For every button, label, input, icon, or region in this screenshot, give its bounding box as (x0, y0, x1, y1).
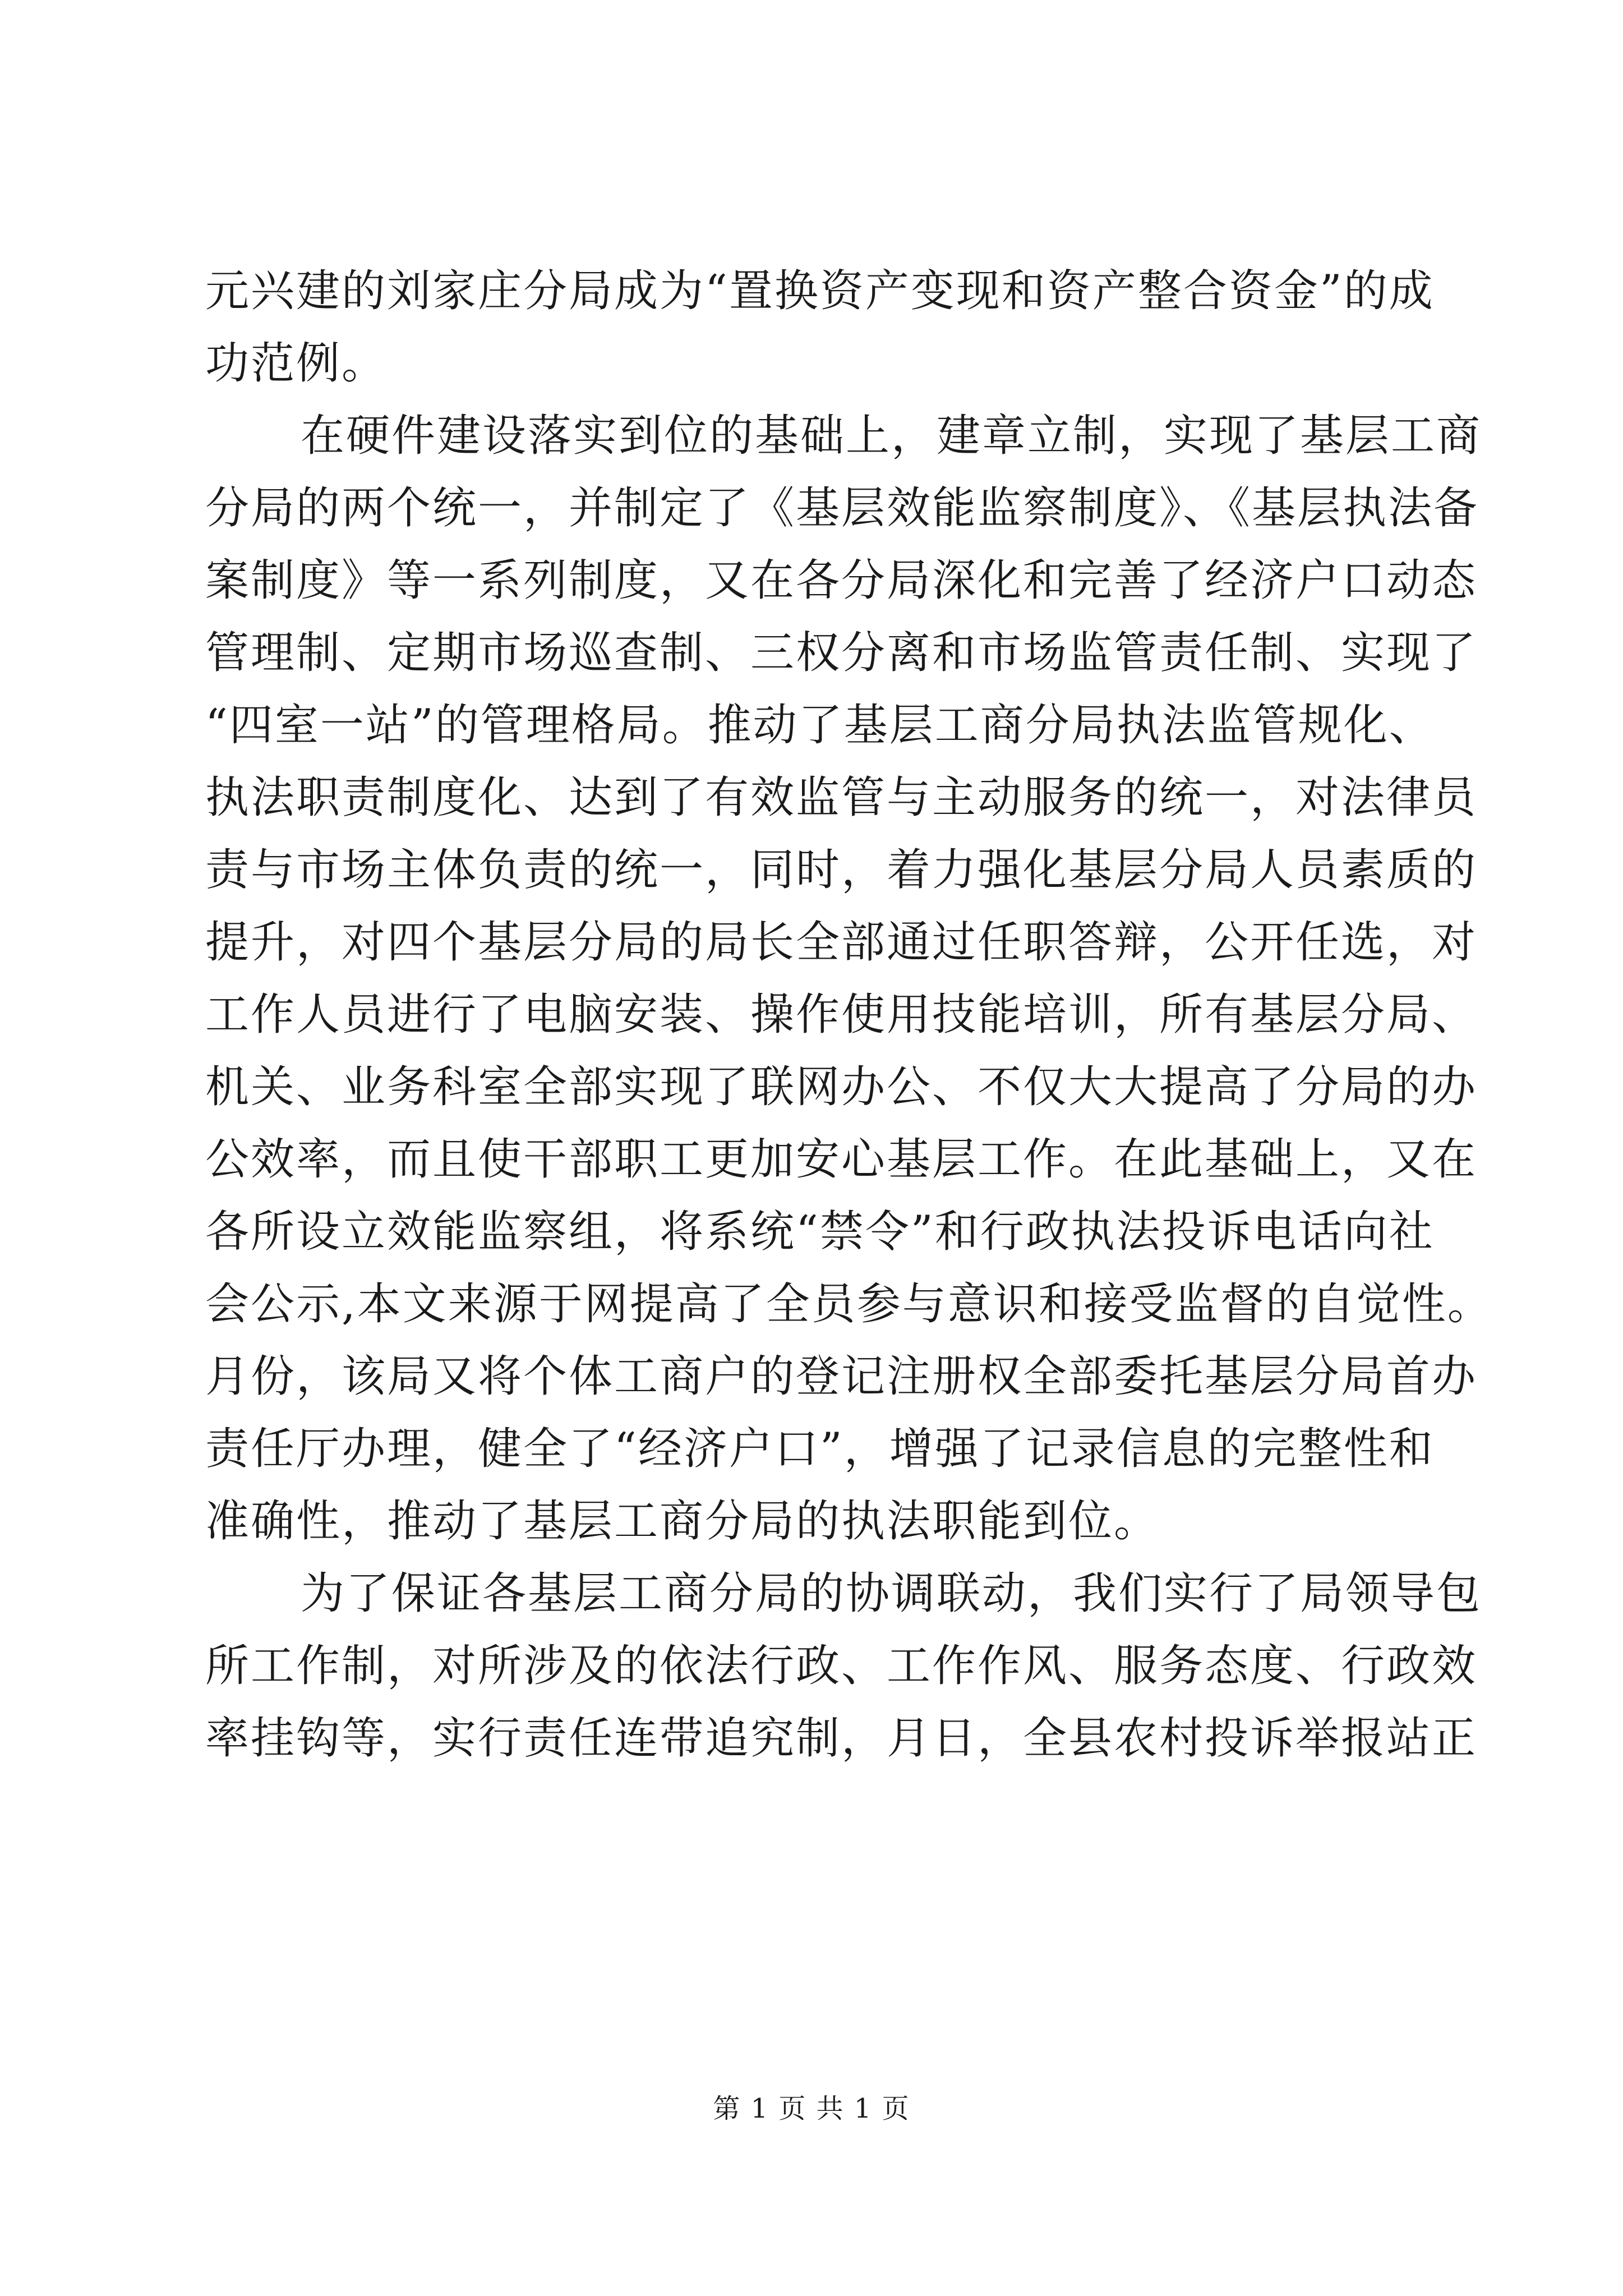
text-line: 工作人员进行了电脑安装、操作使用技能培训，所有基层分局、 (205, 990, 1478, 1040)
text-line: 提升，对四个基层分局的局长全部通过任职答辩，公开任选，对 (205, 917, 1478, 968)
text-line: 各所设立效能监察组，将系统“禁令”和行政执法投诉电话向社 (205, 1207, 1435, 1257)
text-line: 在硬件建设落实到位的基础上，建章立制，实现了基层工商 (301, 411, 1482, 461)
text-line: 月份，该局又将个体工商户的登记注册权全部委托基层分局首办 (205, 1351, 1478, 1402)
text-line: 率挂钩等，实行责任连带追究制，月日，全县农村投诉举报站正 (205, 1713, 1478, 1764)
text-line: 为了保证各基层工商分局的协调联动，我们实行了局领导包 (301, 1568, 1482, 1619)
text-line: 会公示,本文来源于网提高了全员参与意识和接受监督的自觉性。 (205, 1279, 1493, 1329)
page-footer: 第 1 页 共 1 页 (713, 2093, 910, 2124)
text-line: 案制度》等一系列制度，又在各分局深化和完善了经济户口动态 (205, 555, 1478, 606)
text-line: 机关、业务科室全部实现了联网办公、不仅大大提高了分局的办 (205, 1062, 1478, 1112)
text-line: “四室一站”的管理格局。推动了基层工商分局执法监管规化、 (205, 700, 1435, 751)
text-line: 准确性，推动了基层工商分局的执法职能到位。 (205, 1496, 1160, 1547)
text-line: 责任厅办理，健全了“经济户口”，增强了记录信息的完整性和 (205, 1424, 1435, 1474)
text-line: 执法职责制度化、达到了有效监管与主动服务的统一，对法律员 (205, 772, 1478, 823)
text-line: 管理制、定期市场巡查制、三权分离和市场监管责任制、实现了 (205, 628, 1478, 678)
text-line: 所工作制，对所涉及的依法行政、工作作风、服务态度、行政效 (205, 1641, 1478, 1691)
text-line: 元兴建的刘家庄分局成为“置换资产变现和资产整合资金”的成 (205, 266, 1435, 316)
text-line: 责与市场主体负责的统一，同时，着力强化基层分局人员素质的 (205, 845, 1478, 895)
text-line: 公效率，而且使干部职工更加安心基层工作。在此基础上，又在 (205, 1134, 1478, 1185)
text-line: 分局的两个统一，并制定了《基层效能监察制度》、《基层执法备 (205, 483, 1479, 533)
text-line: 功范例。 (205, 338, 388, 389)
body-text (205, 255, 1493, 1775)
